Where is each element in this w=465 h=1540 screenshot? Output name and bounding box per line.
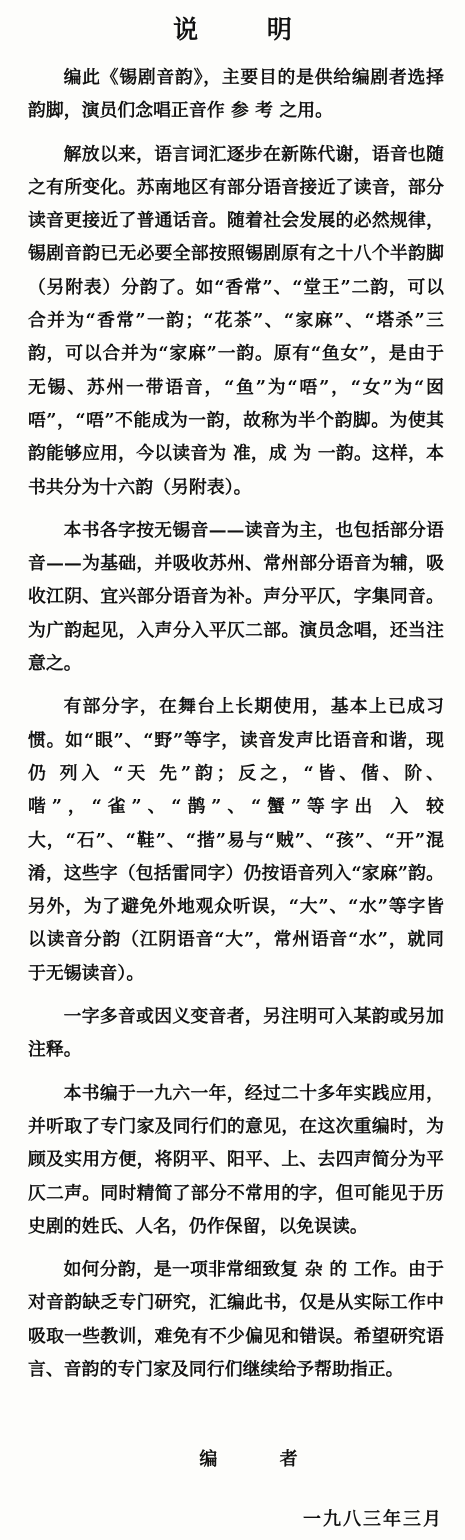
document-body [28, 61, 444, 1396]
paragraph-polyphonic: 一字多音或因义变音者，另注明可入某韵或另加注释。 [28, 1006, 444, 1061]
page-title: 说 明 [173, 15, 322, 44]
paragraph-pronunciation-basis: 本书各字按无锡音——读音为主，也包括部分语音——为基础，并吸收苏州、常州部分语音为辅，吸收江阴、宜兴部分语音为补。声分平仄，字集同音。为广韵起见，入声分入平仄二部。演员念唱，还当注意之。 [28, 519, 444, 675]
paragraph-purpose: 编此《锡剧音韵》，主要目的是供给编剧者选择韵脚，演员们念唱正音作 参 考 之用。 [28, 67, 444, 122]
paragraph-language-change: 解放以来，语言词汇逐步在新陈代谢，语音也随之有所变化。苏南地区有部分语音接近了读音，部分读音更接近了普通话音。随着社会发展的必然规律，锡剧音韵已无必要全部按照锡剧原有之十八个半韵脚（另附表）分韵了。如“香常”、“堂王”二韵，可以合并为“香常”一韵；“花茶”、“家麻”、“塔杀”三韵，可以合并为“家麻”一韵。原有“鱼女”，是由于无锡、苏州一带语音，“鱼”为“唔”，“女”为“囡唔”，“唔”不能成为一韵，故称为半个韵脚。为使其韵能够应用，今以读音为 准，成 为 一韵。这样，本书共分为十六韵（另附表）。 [28, 143, 444, 498]
author-signature: 编 者 [199, 1449, 326, 1470]
paragraph-revision: 本书编于一九六一年，经过二十多年实践应用，并听取了专门家及同行们的意见，在这次重编时，为顾及实用方便，将阴平、阳平、上、去四声简分为平仄二声。同时精简了部分不常用的字，但可能见于历史剧的姓氏、人名，仍作保留，以免误读。 [28, 1082, 444, 1237]
paragraph-stage-usage: 有部分字，在舞台上长期使用，基本上已成习惯。如“眼”、“野”等字，读音发声比语音和谐，现仍 列入 “天 先”韵；反之，“皆、偕、阶、喈”，“雀”、“鹊”、“蟹”等字出 入 较 大，“石”、“鞋”、“揩”易与“贼”、“孩”、“开”混淆，这些字（包括雷同字）仍按语音列入“家麻”韵。另外，为了避免外地观众听误，“大”、“水”等字皆以读音分韵（江阴语音“大”，常州语音“水”，就同于无锡读音）。 [28, 696, 444, 984]
paragraph-closing: 如何分韵，是一项非常细致复 杂 的 工作。由于对音韵缺乏专门研究，汇编此书，仅是从实际工作中吸取一些教训，难免有不少偏见和错误。希望研究语言、音韵的专门家及同行们继续给予帮助指正。 [28, 1259, 444, 1380]
document-date: 一九八三年三月 [303, 1509, 443, 1530]
